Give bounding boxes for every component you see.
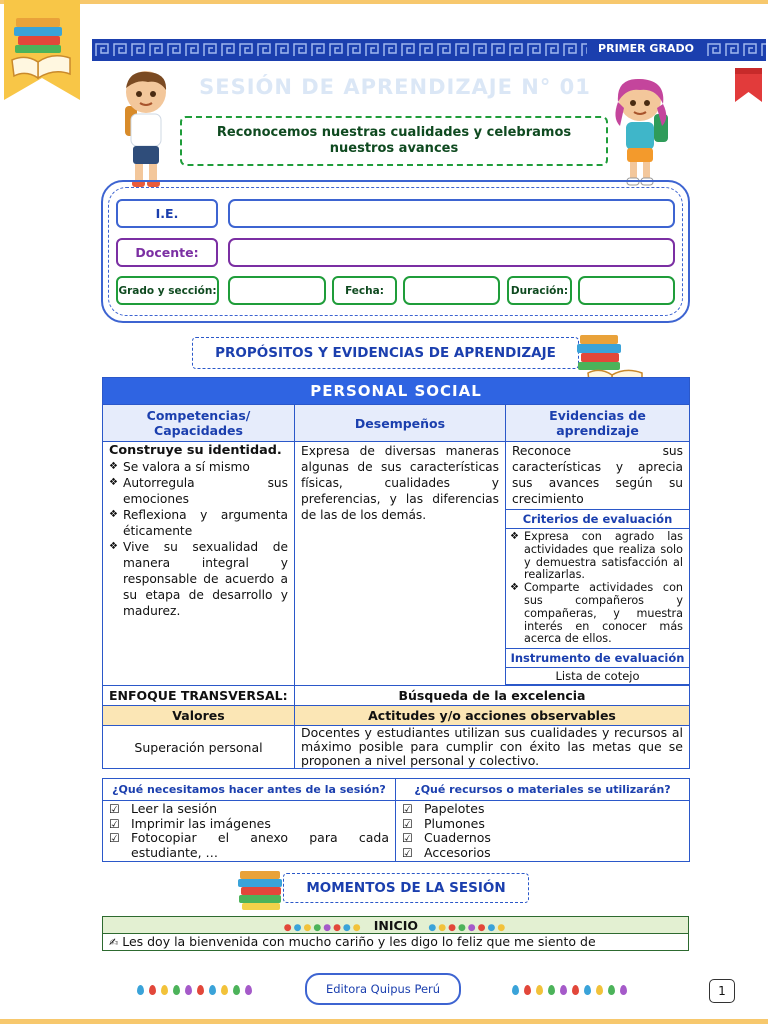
duracion-field[interactable] <box>578 276 675 305</box>
fecha-label: Fecha: <box>332 276 397 305</box>
inicio-table <box>102 916 689 951</box>
session-purpose-text: Reconocemos nuestras cualidades y celebramos nuestros avances <box>216 125 572 156</box>
purposes-section-title: PROPÓSITOS Y EVIDENCIAS DE APRENDIZAJE <box>215 345 556 361</box>
personal-social-table <box>102 377 690 686</box>
grado-seccion-field[interactable] <box>228 276 326 305</box>
books-stack-icon <box>236 867 290 913</box>
pencil-icon: ✍ <box>109 936 119 949</box>
grade-tag: PRIMER GRADO <box>587 40 705 58</box>
footer-dots-left <box>137 983 252 997</box>
bottom-border-line <box>0 1019 768 1024</box>
competencia-name: Construye su identidad. <box>109 443 282 458</box>
before-session-list <box>103 801 395 861</box>
grado-seccion-label: Grado y sección: <box>116 276 219 305</box>
instrumento-value: Lista de cotejo <box>506 668 689 685</box>
instrumento-label: Instrumento de evaluación <box>506 649 689 668</box>
list-item: ❖ Reflexiona y argumenta éticamente <box>109 507 288 539</box>
docente-label: Docente: <box>116 238 218 267</box>
col-competencias: Competencias/ Capacidades <box>103 405 295 442</box>
boy-student-illustration <box>115 70 177 188</box>
col-desempenos: Desempeños <box>295 405 506 442</box>
purposes-section-header <box>192 337 579 369</box>
actitud-text: Docentes y estudiantes utilizan sus cualidades y recursos al máximo posible para cumplir con éxito las metas que se proponen a nivel personal y colectivo. <box>295 726 690 769</box>
list-item: ☑ Leer la sesión <box>109 802 389 817</box>
criterios-label: Criterios de evaluación <box>506 510 689 529</box>
list-item: ❖ Expresa con agrado las actividades que realiza solo y demuestra satisfacción al realizarlas. <box>510 531 683 582</box>
evidencias-cell <box>506 442 690 686</box>
decor-dots-left: ●●●●●●●● <box>283 922 363 933</box>
actitudes-header: Actitudes y/o acciones observables <box>295 706 690 726</box>
publisher-name: Editora Quipus Perú <box>325 982 441 996</box>
decor-dots-right: ●●●●●●●● <box>428 922 508 933</box>
inicio-body <box>103 934 689 951</box>
list-item: ☑ Plumones <box>402 817 683 832</box>
desempeno-text: Expresa de diversas maneras algunas de sus características físicas, cualidades y preferencias, y las diferencias de las de los demás. <box>301 444 499 522</box>
list-item: ☑ Accesorios <box>402 846 683 861</box>
criterios-list <box>506 529 689 649</box>
before-session-question: ¿Qué necesitamos hacer antes de la sesión? <box>103 779 396 801</box>
list-item: ☑ Papelotes <box>402 802 683 817</box>
inicio-bar <box>103 917 689 934</box>
resources-question: ¿Qué recursos o materiales se utilizarán? <box>396 779 690 801</box>
valor-value: Superación personal <box>103 726 295 769</box>
session-purpose-box <box>180 116 608 166</box>
list-item: ❖ Vive su sexualidad de manera integral y responsable de acuerdo a su etapa de desarrollo y madurez. <box>109 539 288 619</box>
enfoque-transversal-table <box>102 685 690 769</box>
books-banner-icon <box>4 0 80 100</box>
inicio-text: Les doy la bienvenida con mucho cariño y les digo lo feliz que me siento de <box>122 934 596 949</box>
preparation-table <box>102 778 690 862</box>
enfoque-label: ENFOQUE TRANSVERSAL: <box>103 686 295 706</box>
list-item: ☑ Cuadernos <box>402 831 683 846</box>
duracion-label: Duración: <box>507 276 572 305</box>
list-item: ❖ Se valora a sí mismo <box>109 459 288 475</box>
desempeno-cell <box>295 442 506 686</box>
enfoque-value: Búsqueda de la excelencia <box>295 686 690 706</box>
ie-field[interactable] <box>228 199 675 228</box>
col-evidencias: Evidencias de aprendizaje <box>506 405 690 442</box>
inicio-label: INICIO <box>373 917 418 933</box>
momentos-section-title: MOMENTOS DE LA SESIÓN <box>306 880 506 896</box>
list-item: ❖ Comparte actividades con sus compañeros y compañeras, y muestra interés en conocer más acerca de ellos. <box>510 582 683 646</box>
page-number: 1 <box>709 979 735 1003</box>
evidencia-text: Reconoce sus características y aprecia sus avances según su crecimiento <box>506 442 689 510</box>
resources-list <box>396 801 689 861</box>
top-border-line <box>0 0 768 4</box>
docente-field[interactable] <box>228 238 675 267</box>
session-title: SESIÓN DE APRENDIZAJE N° 01 <box>199 75 591 99</box>
list-item: ☑ Fotocopiar el anexo para cada estudiante, … <box>109 831 389 860</box>
resources-cell <box>396 801 690 862</box>
area-title: PERSONAL SOCIAL <box>103 378 690 405</box>
list-item: ❖ Autorregula sus emociones <box>109 475 288 507</box>
valores-header: Valores <box>103 706 295 726</box>
publisher-badge <box>305 973 461 1005</box>
footer-dots-right <box>512 983 627 997</box>
capacidades-list <box>109 459 288 619</box>
competencias-cell <box>103 442 295 686</box>
fecha-field[interactable] <box>403 276 500 305</box>
list-item: ☑ Imprimir las imágenes <box>109 817 389 832</box>
ie-label: I.E. <box>116 199 218 228</box>
momentos-section-header <box>283 873 529 903</box>
bookmark-ribbon-icon <box>735 68 762 102</box>
girl-student-illustration <box>610 78 678 188</box>
before-session-cell <box>103 801 396 862</box>
